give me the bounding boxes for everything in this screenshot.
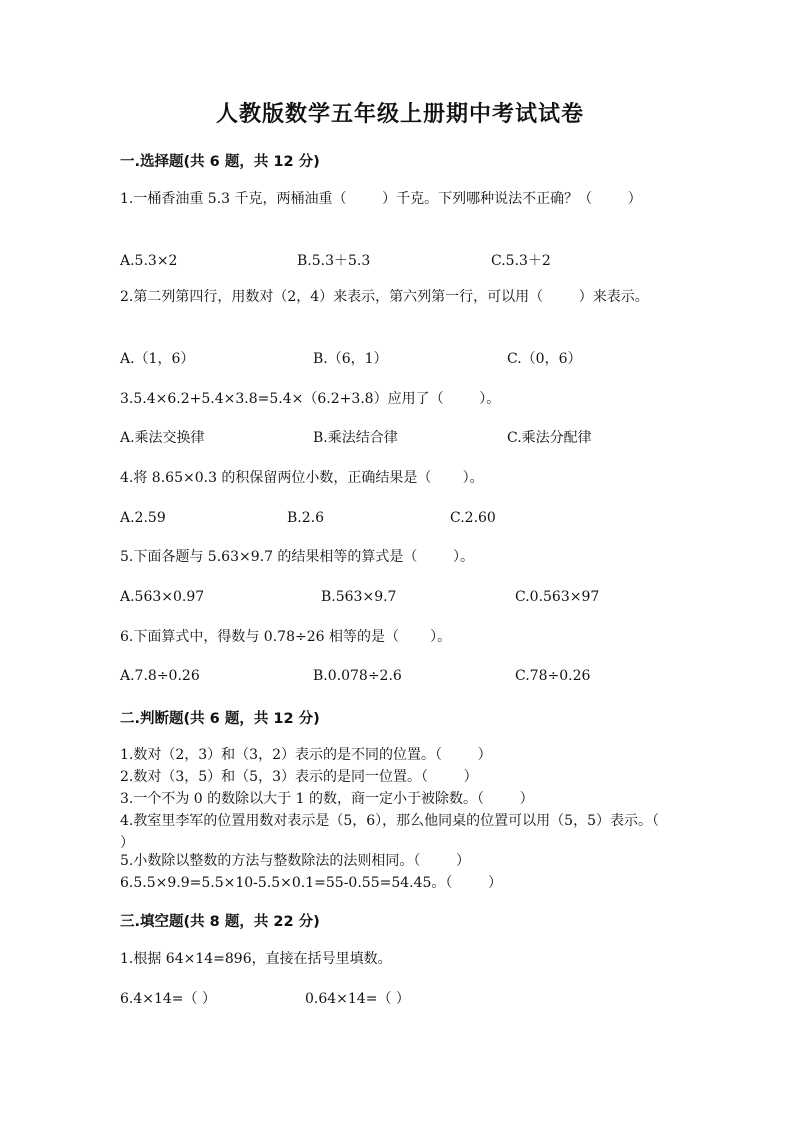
choice-question-2: 2.第二列第四行，用数对（2，4）来表示，第六列第一行，可以用（ ）来表示。 bbox=[120, 289, 649, 305]
choice-question-1: 1.一桶香油重 5.3 千克，两桶油重（ ）千克。下列哪种说法不正确？（ ） bbox=[120, 191, 642, 207]
choice-5-option-b: B.563×9.7 bbox=[321, 589, 397, 605]
judge-question-3: 3.一个不为 0 的数除以大于 1 的数，商一定小于被除数。（ ） bbox=[120, 791, 534, 807]
choice-3-option-a: A.乘法交换律 bbox=[120, 430, 205, 446]
judge-question-6: 6.5.5×9.9=5.5×10-5.5×0.1=55-0.55=54.45。（ ） bbox=[120, 875, 503, 891]
fill-1-blank-1: 6.4×14=（ ） bbox=[120, 991, 216, 1007]
choice-4-option-c: C.2.60 bbox=[450, 510, 496, 526]
choice-question-3: 3.5.4×6.2+5.4×3.8=5.4×（6.2+3.8）应用了（ ）。 bbox=[120, 391, 501, 407]
section-heading-fill: 三.填空题(共 8 题，共 22 分) bbox=[120, 914, 320, 930]
judge-question-2: 2.数对（3，5）和（5，3）表示的是同一位置。（ ） bbox=[120, 769, 478, 785]
choice-question-4: 4.将 8.65×0.3 的积保留两位小数，正确结果是（ ）。 bbox=[120, 470, 484, 486]
choice-3-option-c: C.乘法分配律 bbox=[507, 430, 592, 446]
choice-4-option-a: A.2.59 bbox=[120, 510, 166, 526]
choice-question-6: 6.下面算式中，得数与 0.78÷26 相等的是（ ）。 bbox=[120, 629, 452, 645]
choice-3-option-b: B.乘法结合律 bbox=[313, 430, 398, 446]
fill-1-blank-2: 0.64×14=（ ） bbox=[305, 991, 410, 1007]
choice-1-option-b: B.5.3＋5.3 bbox=[297, 253, 371, 269]
judge-question-4: 4.教室里李军的位置用数对表示是（5，6），那么他同桌的位置可以用（5，5）表示。（ ） bbox=[120, 813, 695, 851]
choice-4-option-b: B.2.6 bbox=[287, 510, 325, 526]
choice-6-option-a: A.7.8÷0.26 bbox=[120, 668, 200, 684]
choice-1-option-a: A.5.3×2 bbox=[120, 253, 178, 269]
judge-question-5: 5.小数除以整数的方法与整数除法的法则相同。（ ） bbox=[120, 853, 470, 869]
choice-2-option-a: A.（1，6） bbox=[120, 351, 195, 367]
choice-question-5: 5.下面各题与 5.63×9.7 的结果相等的算式是（ ）。 bbox=[120, 549, 475, 565]
section-heading-judge: 二.判断题(共 6 题，共 12 分) bbox=[120, 711, 320, 727]
choice-5-option-a: A.563×0.97 bbox=[120, 589, 205, 605]
fill-question-1: 1.根据 64×14=896，直接在括号里填数。 bbox=[120, 951, 392, 967]
page-title: 人教版数学五年级上册期中考试试卷 bbox=[215, 102, 584, 127]
choice-5-option-c: C.0.563×97 bbox=[515, 589, 600, 605]
judge-question-1: 1.数对（2，3）和（3，2）表示的是不同的位置。（ ） bbox=[120, 747, 492, 763]
choice-2-option-b: B.（6，1） bbox=[313, 351, 388, 367]
choice-2-option-c: C.（0，6） bbox=[507, 351, 582, 367]
choice-1-option-c: C.5.3＋2 bbox=[491, 253, 551, 269]
choice-6-option-c: C.78÷0.26 bbox=[515, 668, 591, 684]
choice-6-option-b: B.0.078÷2.6 bbox=[313, 668, 402, 684]
section-heading-choice: 一.选择题(共 6 题，共 12 分) bbox=[120, 154, 320, 170]
